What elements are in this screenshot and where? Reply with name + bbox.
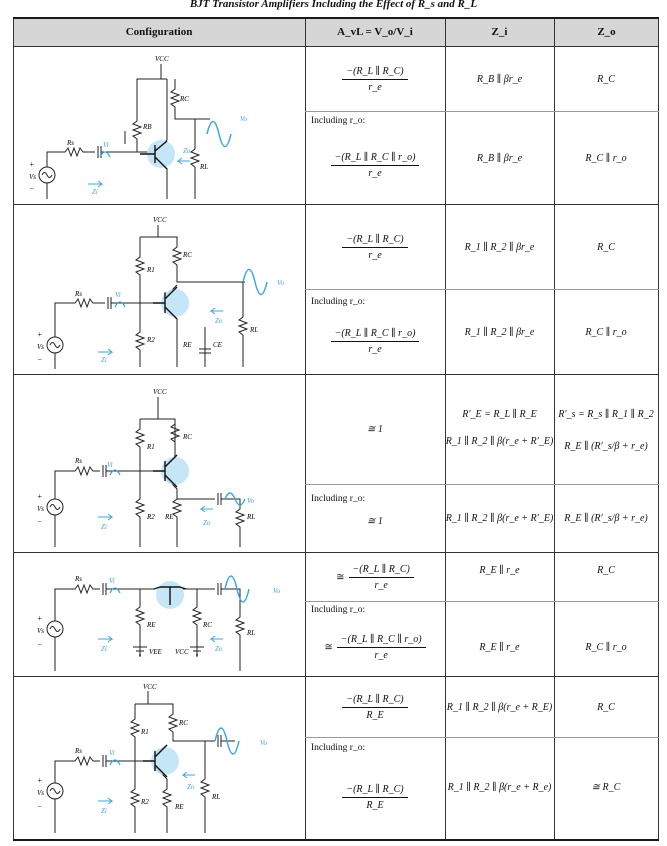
svg-text:Vo: Vo bbox=[273, 587, 280, 595]
row1-zi: R_B ∥ βr_e bbox=[476, 73, 523, 85]
svg-text:RB: RB bbox=[143, 123, 152, 131]
row3-zo: R_E ∥ (R′_s/β + r_e) bbox=[564, 440, 648, 452]
svg-text:Zo: Zo bbox=[187, 783, 195, 791]
svg-text:+: + bbox=[29, 160, 35, 169]
row2-ro-zo: R_C ∥ r_o bbox=[585, 326, 627, 338]
row1-ro-av: $\frac{-(R\_L \parallel R\_C \parallel r\_o)}{r\_e}$ bbox=[305, 127, 445, 204]
svg-text:R2: R2 bbox=[147, 513, 155, 521]
row1-ro-zo: R_C ∥ r_o bbox=[585, 152, 627, 164]
svg-text:VEE: VEE bbox=[149, 648, 162, 656]
row1-including-label: Including r_o: bbox=[311, 116, 366, 126]
svg-text:+: + bbox=[37, 614, 43, 623]
svg-text:−: − bbox=[37, 802, 43, 811]
circuit-emitter-follower bbox=[15, 379, 303, 551]
circuit-voltage-divider bbox=[15, 207, 303, 372]
svg-text:VCC: VCC bbox=[153, 388, 167, 396]
row3-zo-top: R′_s = R_s ∥ R_1 ∥ R_2 bbox=[558, 408, 654, 420]
svg-text:Zi: Zi bbox=[101, 645, 107, 653]
svg-text:RE: RE bbox=[183, 341, 192, 349]
svg-text:+: + bbox=[37, 492, 43, 501]
svg-text:RE: RE bbox=[165, 513, 174, 521]
svg-text:Vi: Vi bbox=[115, 291, 121, 299]
svg-text:Zi: Zi bbox=[101, 356, 107, 364]
row5-ro-av: $\frac{-(R\_L \parallel R\_C)}{R\_E}$ bbox=[305, 757, 445, 837]
border-left bbox=[13, 19, 14, 839]
svg-text:−: − bbox=[37, 517, 43, 526]
row4-av: ≅ $\frac{-(R\_L \parallel R\_C)}{r\_e}$ bbox=[305, 553, 445, 601]
svg-text:Zi: Zi bbox=[101, 523, 107, 531]
row4-including-label: Including r_o: bbox=[311, 605, 366, 615]
svg-text:R2: R2 bbox=[141, 798, 149, 806]
svg-text:CE: CE bbox=[213, 341, 222, 349]
svg-text:RC: RC bbox=[203, 621, 212, 629]
row3-zi: R_1 ∥ R_2 ∥ β(r_e + R′_E) bbox=[445, 435, 554, 447]
row2-ro-zi: R_1 ∥ R_2 ∥ βr_e bbox=[464, 326, 535, 338]
svg-text:Zo: Zo bbox=[215, 317, 223, 325]
svg-text:RL: RL bbox=[247, 513, 256, 521]
row5-including-label: Including r_o: bbox=[311, 743, 366, 753]
row5-ro-zi: R_1 ∥ R_2 ∥ β(r_e + R_e) bbox=[447, 782, 552, 793]
sub-divider bbox=[305, 601, 659, 602]
svg-text:Vo: Vo bbox=[277, 279, 284, 287]
svg-text:RC: RC bbox=[179, 719, 188, 727]
svg-text:RL: RL bbox=[212, 793, 221, 801]
svg-text:Vi: Vi bbox=[107, 461, 113, 469]
row4-zi: R_E ∥ r_e bbox=[479, 564, 520, 576]
svg-text:Rs: Rs bbox=[75, 457, 82, 465]
svg-text:Zo: Zo bbox=[203, 519, 211, 527]
svg-text:RE: RE bbox=[147, 621, 156, 629]
svg-text:VCC: VCC bbox=[153, 216, 167, 224]
svg-text:RL: RL bbox=[250, 326, 259, 334]
row1-zo: R_C bbox=[597, 73, 615, 85]
row1-ro-zi: R_B ∥ βr_e bbox=[476, 152, 523, 164]
svg-text:VCC: VCC bbox=[143, 683, 157, 691]
circuit-common-base bbox=[15, 557, 303, 675]
svg-text:Vs: Vs bbox=[37, 789, 44, 797]
header-av: A_vL = V_o/V_i bbox=[337, 26, 413, 38]
row5-av: $\frac{-(R\_L \parallel R\_C)}{R\_E}$ bbox=[305, 677, 445, 737]
svg-text:R2: R2 bbox=[147, 336, 155, 344]
amplifier-table bbox=[13, 17, 659, 841]
svg-text:Zi: Zi bbox=[101, 807, 107, 815]
svg-text:Vo: Vo bbox=[240, 115, 247, 123]
row3-including-label: Including r_o: bbox=[311, 494, 366, 504]
table-header bbox=[13, 19, 659, 47]
row3-ro-av: ≅ 1 bbox=[367, 516, 383, 527]
row2-av: $\frac{-(R\_L \parallel R\_C)}{r\_e}$ bbox=[305, 205, 445, 289]
row3-ro-zi: R_1 ∥ R_2 ∥ β(r_e + R′_E) bbox=[445, 513, 554, 524]
svg-text:Vi: Vi bbox=[109, 749, 115, 757]
row4-zo: R_C bbox=[597, 564, 615, 576]
circuit-fixed-bias bbox=[15, 49, 303, 202]
row2-ro-av: $\frac{-(R\_L \parallel R\_C \parallel r\_o)}{r\_e}$ bbox=[305, 309, 445, 374]
row3-zi-top: R′_E = R_L ∥ R_E bbox=[462, 408, 537, 420]
svg-text:RC: RC bbox=[183, 433, 192, 441]
svg-text:Vi: Vi bbox=[103, 141, 109, 149]
circuit-unbypassed-emitter bbox=[15, 679, 303, 837]
svg-text:Rs: Rs bbox=[67, 139, 74, 147]
row3-ro-zo: R_E ∥ (R′_s/β + r_e) bbox=[564, 513, 648, 524]
svg-text:VCC: VCC bbox=[175, 648, 189, 656]
svg-text:−: − bbox=[37, 355, 43, 364]
svg-text:RL: RL bbox=[200, 163, 209, 171]
svg-text:RC: RC bbox=[180, 95, 189, 103]
svg-text:VCC: VCC bbox=[155, 55, 169, 63]
row2-zo: R_C bbox=[597, 241, 615, 253]
row5-ro-zo: ≅ R_C bbox=[591, 782, 621, 793]
row4-ro-zi: R_E ∥ r_e bbox=[479, 642, 520, 653]
row1-av: $\frac{-(R\_L \parallel R\_C)}{r\_e}$ bbox=[305, 47, 445, 111]
svg-text:Vs: Vs bbox=[37, 343, 44, 351]
svg-text:Rs: Rs bbox=[75, 290, 82, 298]
row4-ro-zo: R_C ∥ r_o bbox=[585, 642, 627, 653]
svg-text:Vi: Vi bbox=[109, 577, 115, 585]
svg-text:Zo: Zo bbox=[215, 645, 223, 653]
svg-text:Zo: Zo bbox=[183, 147, 191, 155]
svg-text:Rs: Rs bbox=[75, 747, 82, 755]
svg-text:Rs: Rs bbox=[75, 575, 82, 583]
header-zo: Z_o bbox=[597, 26, 616, 38]
svg-text:RC: RC bbox=[183, 251, 192, 259]
svg-text:−: − bbox=[29, 184, 35, 193]
row4-ro-av: ≅ $\frac{-(R\_L \parallel R\_C \parallel r\_o)}{r\_e}$ bbox=[305, 619, 445, 676]
header-zi: Z_i bbox=[491, 26, 508, 38]
svg-text:Vs: Vs bbox=[37, 627, 44, 635]
table-title: BJT Transistor Amplifiers Including the Effect of R_s and R_L bbox=[189, 0, 478, 10]
svg-text:R1: R1 bbox=[147, 443, 155, 451]
svg-text:RL: RL bbox=[247, 629, 256, 637]
row3-av: ≅ 1 bbox=[367, 424, 383, 435]
row2-zi: R_1 ∥ R_2 ∥ βr_e bbox=[464, 241, 535, 253]
svg-text:Vs: Vs bbox=[37, 505, 44, 513]
row2-including-label: Including r_o: bbox=[311, 297, 366, 307]
svg-text:RE: RE bbox=[175, 803, 184, 811]
row5-zo: R_C bbox=[597, 701, 615, 713]
svg-text:+: + bbox=[37, 330, 43, 339]
svg-text:Vo: Vo bbox=[260, 739, 267, 747]
row5-zi: R_1 ∥ R_2 ∥ β(r_e + R_E) bbox=[446, 701, 553, 713]
svg-text:Vo: Vo bbox=[247, 497, 254, 505]
svg-text:−: − bbox=[37, 640, 43, 649]
svg-text:R1: R1 bbox=[147, 266, 155, 274]
svg-text:R1: R1 bbox=[141, 728, 149, 736]
border-right bbox=[658, 19, 659, 839]
svg-text:+: + bbox=[37, 776, 43, 785]
header-configuration: Configuration bbox=[125, 26, 193, 38]
svg-text:Vs: Vs bbox=[29, 173, 36, 181]
svg-text:Zi: Zi bbox=[92, 188, 98, 196]
